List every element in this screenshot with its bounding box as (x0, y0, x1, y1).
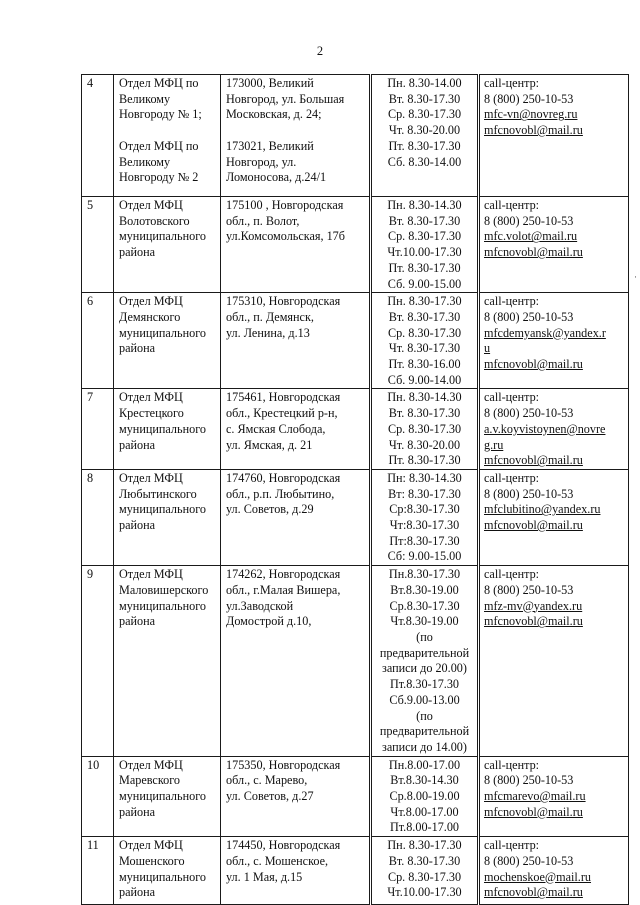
table-row (82, 469, 629, 565)
contact-line: call-центр: (484, 838, 540, 853)
hours-line: Ср:8.30-17.30 (389, 502, 460, 517)
hours-line: Вт. 8.30-17.30 (388, 406, 461, 421)
hours-line: Ср. 8.30-17.30 (387, 107, 462, 122)
hours-line: Пн. 8.30-14.00 (387, 76, 462, 90)
email-link[interactable]: mfcnovobl@mail.ru (484, 357, 583, 372)
page-number: 2 (316, 44, 324, 58)
hours-line: предварительной (379, 724, 470, 739)
office-name-line: муниципального (119, 229, 206, 244)
table-row (82, 389, 629, 470)
hours-line: Чт. 8.30-20.00 (388, 437, 461, 452)
office-name-line: Отдел МФЦ (119, 757, 183, 772)
address-line: 175100 , Новгородская (226, 198, 344, 212)
hours-line: Пн. 8.30-14.30 (387, 390, 462, 405)
address-line: 175461, Новгородская (226, 390, 341, 405)
mfc-offices-table (81, 74, 629, 905)
hours-line: Чт:8.30-17.30 (389, 518, 460, 533)
hours-cell (371, 293, 479, 389)
row-number: 7 (87, 390, 94, 405)
email-link[interactable]: u (484, 341, 491, 356)
hours-cell (371, 197, 479, 293)
office-name-line: района (119, 341, 156, 356)
hours-line: (по (416, 708, 433, 723)
hours-line: Вт. 8.30-17.30 (388, 91, 461, 106)
hours-cell (371, 389, 479, 470)
address-line: обл., п. Волот, (226, 213, 300, 228)
email-link[interactable]: mfcnovobl@mail.ru (484, 804, 583, 819)
row-number: 11 (87, 838, 99, 853)
address-line: ул.Заводской (226, 598, 294, 613)
address-line: обл., Крестецкий р-н, (226, 406, 338, 421)
hours-line: Вт.8.30-19.00 (390, 582, 459, 597)
hours-line: Сб.9.00-13.00 (389, 692, 460, 707)
address-line: ул. 1 Мая, д.15 (226, 869, 303, 884)
hours-line: Пн.8.30-17.30 (388, 567, 461, 582)
address-line: обл., с. Марево, (226, 773, 308, 788)
contacts-cell (479, 293, 629, 389)
row-number-cell (82, 197, 114, 293)
address-line: ул. Ямская, д. 21 (226, 437, 313, 452)
office-name-line: Крестецкого (119, 406, 184, 421)
contact-line: call-центр: (484, 390, 540, 405)
address-line: ул. Советов, д.27 (226, 789, 314, 804)
hours-cell (371, 75, 479, 197)
email-link[interactable]: mfcnovobl@mail.ru (484, 614, 583, 629)
contacts-cell (479, 197, 629, 293)
table-row (82, 566, 629, 756)
email-link[interactable]: mfcmarevo@mail.ru (484, 789, 586, 804)
hours-line: Чт. 8.30-20.00 (388, 123, 461, 138)
hours-line: Чт. 8.30-17.30 (388, 341, 461, 356)
row-number-cell (82, 469, 114, 565)
office-name-line: Любытинского (119, 486, 197, 501)
email-link[interactable]: a.v.koyvistoynen@novre (484, 421, 606, 436)
email-link[interactable]: mfcnovobl@mail.ru (484, 245, 583, 260)
table-row (82, 756, 629, 837)
address-line: Новгород, ул. (226, 154, 297, 169)
address-line: Домострой д.10, (226, 614, 312, 629)
office-name-line: Мошенского (119, 853, 185, 868)
contact-line: 8 (800) 250-10-53 (484, 406, 574, 421)
address-cell (221, 756, 371, 837)
hours-line: Сб: 9.00-15.00 (387, 549, 462, 564)
hours-line: Ср. 8.30-17.30 (387, 325, 462, 340)
email-link[interactable]: mfz-mv@yandex.ru (484, 598, 583, 613)
contact-line: call-центр: (484, 757, 540, 772)
row-number-cell (82, 566, 114, 756)
address-line: 174760, Новгородская (226, 470, 341, 485)
office-name-line: Отдел МФЦ по (119, 76, 199, 90)
hours-line: Вт. 8.30-17.30 (388, 853, 461, 868)
address-line: 173021, Великий (226, 138, 314, 153)
hours-line: Пт. 8.30-17.30 (388, 453, 461, 468)
hours-line: Пт.8.00-17.00 (389, 820, 460, 835)
office-name-line: муниципального (119, 421, 206, 436)
hours-line: Пт.8.30-17.30 (389, 677, 460, 692)
table-row (82, 293, 629, 389)
address-cell (221, 197, 371, 293)
address-line: Ломоносова, д.24/1 (226, 170, 327, 185)
row-number-cell (82, 293, 114, 389)
row-number-cell (82, 837, 114, 905)
contact-line: 8 (800) 250-10-53 (484, 91, 574, 106)
hours-line: Ср. 8.30-17.30 (387, 229, 462, 244)
address-line: 175350, Новгородская (226, 757, 341, 772)
address-cell (221, 566, 371, 756)
contact-line: 8 (800) 250-10-53 (484, 213, 574, 228)
row-number: 10 (87, 757, 100, 772)
office-name-line: района (119, 804, 156, 819)
office-name-line: Волотовского (119, 213, 190, 228)
hours-line: Пн. 8.30-17.30 (387, 294, 462, 309)
hours-line: Чт.8.00-17.00 (390, 804, 459, 819)
hours-line: предварительной (379, 645, 470, 660)
hours-line: Чт.10.00-17.30 (387, 885, 462, 900)
office-name-line: Отдел МФЦ (119, 198, 183, 212)
hours-line: Вт. 8.30-17.30 (388, 213, 461, 228)
address-line: 175310, Новгородская (226, 294, 341, 309)
email-link[interactable]: mfc.volot@mail.ru (484, 229, 578, 244)
address-line: 174450, Новгородская (226, 838, 341, 853)
office-name-line: района (119, 614, 156, 629)
email-link[interactable]: mfclubitino@yandex.ru (484, 502, 601, 517)
office-name-line: Отдел МФЦ (119, 470, 183, 485)
address-line: ул. Советов, д.29 (226, 502, 314, 517)
table-row (82, 197, 629, 293)
hours-cell (371, 469, 479, 565)
email-link[interactable]: mfcdemyansk@yandex.r (484, 325, 606, 340)
address-line: Новгород, ул. Большая (226, 91, 345, 106)
hours-line: Чт.10.00-17.30 (387, 245, 462, 260)
address-line: ул. Ленина, д.13 (226, 325, 310, 340)
table-body (82, 75, 629, 905)
office-name-line: Демянского (119, 309, 181, 324)
office-name-cell (114, 197, 221, 293)
office-name-line: муниципального (119, 789, 206, 804)
office-name-line: Маревского (119, 773, 181, 788)
office-name-line: района (119, 885, 156, 900)
contact-line: 8 (800) 250-10-53 (484, 582, 574, 597)
office-name-line: района (119, 437, 156, 452)
hours-line: Пт. 8.30-17.30 (388, 138, 461, 153)
hours-line: Сб. 9.00-14.00 (387, 372, 462, 387)
address-line: обл., г.Малая Вишера, (226, 582, 341, 597)
office-name-line: Отдел МФЦ (119, 838, 183, 853)
contact-line: call-центр: (484, 470, 540, 485)
address-line: обл., р.п. Любытино, (226, 486, 335, 501)
spacer (119, 123, 217, 139)
contact-line: 8 (800) 250-10-53 (484, 853, 574, 868)
office-name-cell (114, 75, 221, 197)
row-number-cell (82, 756, 114, 837)
hours-line: Ср.8.30-17.30 (389, 598, 460, 613)
office-name-line: Отдел МФЦ по (119, 138, 199, 153)
office-name-line: муниципального (119, 325, 206, 340)
contacts-cell (479, 75, 629, 197)
office-name-cell (114, 389, 221, 470)
address-line: ул.Комсомольская, 17б (226, 229, 345, 244)
hours-cell (371, 837, 479, 905)
office-name-line: района (119, 518, 156, 533)
contacts-cell (479, 389, 629, 470)
hours-line: Сб. 9.00-15.00 (387, 276, 462, 291)
address-cell (221, 469, 371, 565)
hours-line: Ср. 8.30-17.30 (387, 869, 462, 884)
hours-line: Пн. 8.30-14.30 (387, 198, 462, 212)
contact-line: call-центр: (484, 76, 540, 90)
contacts-cell (479, 837, 629, 905)
address-cell (221, 389, 371, 470)
email-link[interactable]: mfc-vn@novreg.ru (484, 107, 578, 122)
spacer (226, 123, 366, 139)
office-name-line: муниципального (119, 502, 206, 517)
hours-cell (371, 566, 479, 756)
row-number: 4 (87, 76, 94, 90)
email-link[interactable]: mochenskoe@mail.ru (484, 869, 592, 884)
office-name-line: Новгороду № 2 (119, 170, 199, 185)
hours-line: Ср. 8.30-17.30 (387, 421, 462, 436)
contacts-cell (479, 469, 629, 565)
hours-line: Вт: 8.30-17.30 (388, 486, 461, 501)
address-line: Московская, д. 24; (226, 107, 322, 122)
table-row (82, 837, 629, 905)
contact-line: 8 (800) 250-10-53 (484, 486, 574, 501)
contact-line: 8 (800) 250-10-53 (484, 773, 574, 788)
hours-line: (по (416, 629, 433, 644)
contact-line: call-центр: (484, 198, 540, 212)
office-name-line: Великому (119, 154, 171, 169)
email-link[interactable]: mfcnovobl@mail.ru (484, 885, 583, 900)
hours-line: Пн: 8.30-14.30 (387, 470, 462, 485)
row-number: 8 (87, 470, 94, 485)
email-link[interactable]: g.ru (484, 437, 504, 452)
address-cell (221, 837, 371, 905)
hours-cell (371, 756, 479, 837)
row-number-cell (82, 389, 114, 470)
office-name-line: Великому (119, 91, 171, 106)
office-name-line: Отдел МФЦ (119, 294, 183, 309)
row-number: 6 (87, 294, 94, 309)
contact-line: call-центр: (484, 567, 540, 582)
email-link[interactable]: mfcnovobl@mail.ru (484, 518, 583, 533)
hours-line: Пн.8.00-17.00 (388, 757, 461, 772)
hours-line: Пт:8.30-17.30 (389, 533, 460, 548)
hours-line: записи до 14.00) (382, 739, 467, 754)
office-name-line: Маловишерского (119, 582, 209, 597)
contacts-cell (479, 566, 629, 756)
address-cell (221, 293, 371, 389)
hours-line: Чт.8.30-19.00 (390, 614, 459, 629)
table-row (82, 75, 629, 197)
office-name-line: Отдел МФЦ (119, 567, 183, 582)
address-cell (221, 75, 371, 197)
hours-line: Ср.8.00-19.00 (389, 789, 460, 804)
office-name-line: муниципального (119, 598, 206, 613)
hours-line: записи до 20.00) (382, 661, 467, 676)
hours-line: Пн. 8.30-17.30 (387, 838, 462, 853)
row-number: 5 (87, 198, 94, 212)
row-number-cell (82, 75, 114, 197)
row-number: 9 (87, 567, 94, 582)
address-line: 173000, Великий (226, 76, 314, 90)
hours-line: Пт. 8.30-16.00 (388, 357, 461, 372)
office-name-line: муниципального (119, 869, 206, 884)
contact-line: call-центр: (484, 294, 540, 309)
contact-line: 8 (800) 250-10-53 (484, 309, 574, 324)
office-name-cell (114, 566, 221, 756)
office-name-cell (114, 293, 221, 389)
office-name-cell (114, 756, 221, 837)
address-line: с. Ямская Слобода, (226, 421, 326, 436)
hours-line: Вт. 8.30-17.30 (388, 309, 461, 324)
hours-line: Сб. 8.30-14.00 (387, 154, 462, 169)
address-line: обл., п. Демянск, (226, 309, 314, 324)
office-name-cell (114, 837, 221, 905)
margin-mark: · (634, 272, 637, 282)
address-line: обл., с. Мошенское, (226, 853, 329, 868)
hours-line: Пт. 8.30-17.30 (388, 260, 461, 275)
hours-line: Вт.8.30-14.30 (390, 773, 459, 788)
contacts-cell (479, 756, 629, 837)
email-link[interactable]: mfcnovobl@mail.ru (484, 123, 583, 138)
office-name-cell (114, 469, 221, 565)
office-name-line: Отдел МФЦ (119, 390, 183, 405)
address-line: 174262, Новгородская (226, 567, 341, 582)
office-name-line: Новгороду № 1; (119, 107, 202, 122)
office-name-line: района (119, 245, 156, 260)
email-link[interactable]: mfcnovobl@mail.ru (484, 453, 583, 468)
